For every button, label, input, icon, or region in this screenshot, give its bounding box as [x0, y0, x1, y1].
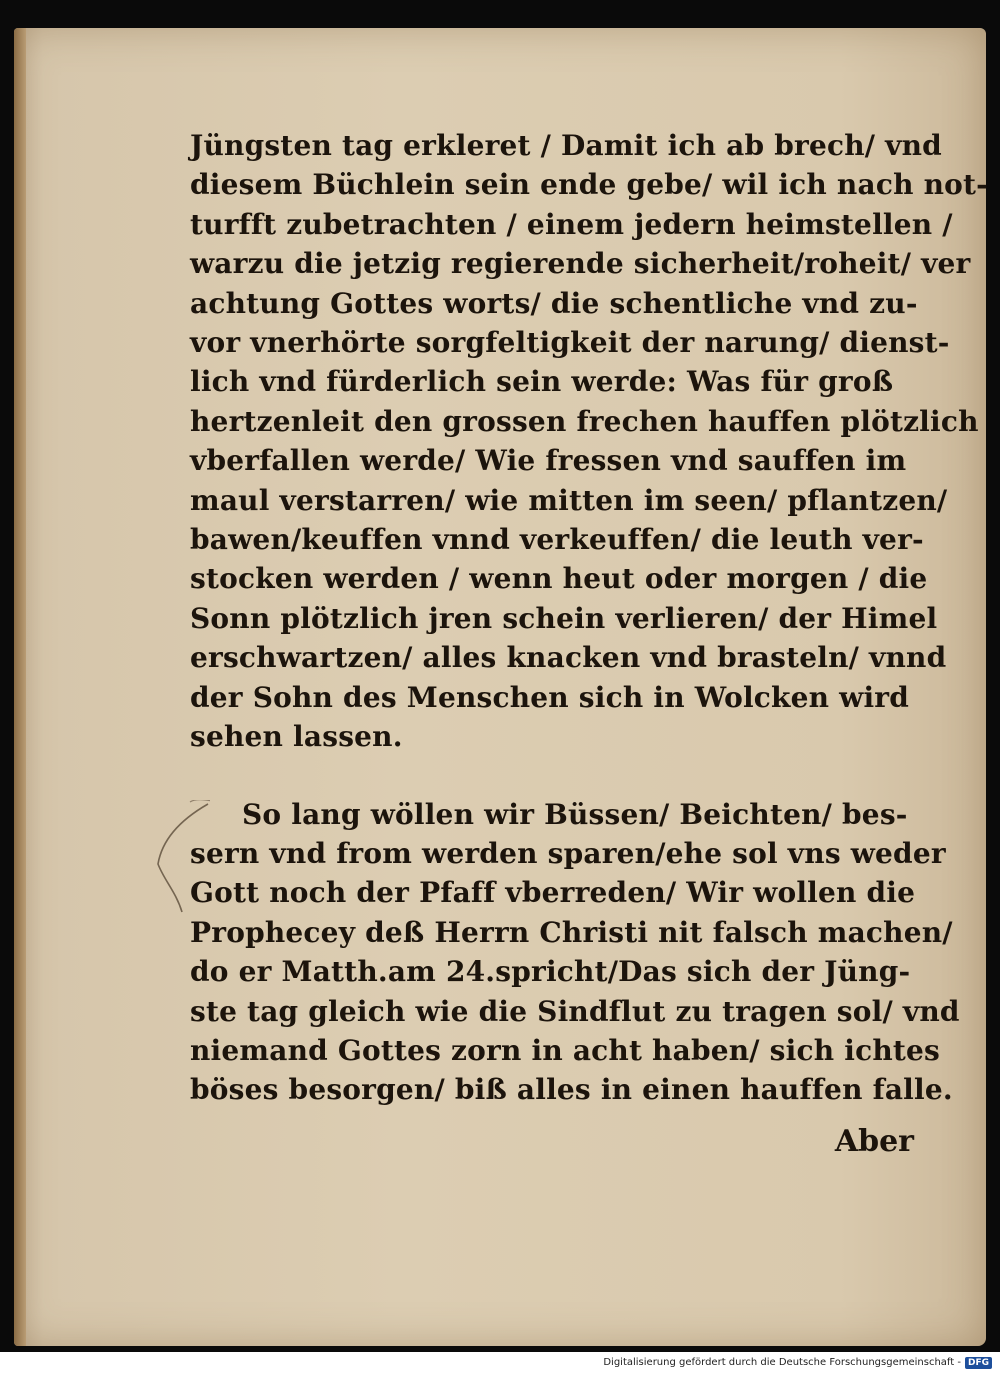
dfg-logo: DFG — [965, 1357, 992, 1369]
text-line: böses besorgen/ biß alles in einen hauffen falle. — [190, 1073, 953, 1107]
text-line: So lang wöllen wir Büssen/ Beichten/ bes- — [242, 797, 908, 831]
text-line: warzu die jetzig regierende sicherheit/roheit/ ver — [190, 247, 971, 281]
funding-notice: Digitalisierung gefördert durch die Deutsche Forschungsgemeinschaft - — [603, 1357, 961, 1368]
text-line: ste tag gleich wie die Sindflut zu tragen sol/ vnd — [190, 994, 960, 1028]
page-text — [190, 126, 988, 1110]
text-line: vor vnerhörte sorgfeltigkeit der narung/ dienst- — [190, 326, 950, 360]
text-line: hertzenleit den grossen frechen hauffen plötzlich — [190, 404, 979, 438]
text-line: maul verstarren/ wie mitten im seen/ pflantzen/ — [190, 483, 948, 517]
text-line: achtung Gottes worts/ die schentliche vnd zu- — [190, 286, 918, 320]
text-line: niemand Gottes zorn in acht haben/ sich ichtes — [190, 1033, 940, 1067]
text-line: vberfallen werde/ Wie fressen vnd sauffen im — [190, 444, 907, 478]
text-line: erschwartzen/ alles knacken vnd brasteln/ vnnd — [190, 641, 947, 675]
text-line: diesem Büchlein sein ende gebe/ wil ich nach not- — [190, 168, 988, 202]
text-line: bawen/keuffen vnnd verkeuffen/ die leuth ver- — [190, 523, 924, 557]
text-line: stocken werden / wenn heut oder morgen / die — [190, 562, 928, 596]
text-line: Jüngsten tag erkleret / Damit ich ab brech/ vnd — [190, 129, 942, 162]
page-edge — [14, 28, 26, 1346]
text-line: do er Matth.am 24.spricht/Das sich der Jüng- — [190, 955, 911, 989]
text-line: lich vnd fürderlich sein werde: Was für groß — [190, 365, 894, 399]
text-line: Sonn plötzlich jren schein verlieren/ der Himel — [190, 601, 938, 635]
catchword: Aber — [834, 1124, 914, 1159]
text-line: Gott noch der Pfaff vberreden/ Wir wollen die — [190, 876, 916, 910]
text-line: turfft zubetrachten / einem jedern heimstellen / — [190, 207, 953, 241]
text-line: sern vnd from werden sparen/ehe sol vns weder — [190, 836, 946, 870]
handwritten-bracket-mark — [150, 800, 210, 930]
footer-bar — [0, 1352, 1000, 1373]
text-line: Prophecey deß Herrn Christi nit falsch machen/ — [190, 915, 953, 949]
paragraph-gap — [190, 757, 920, 795]
text-line: sehen lassen. — [190, 720, 403, 754]
text-line: der Sohn des Menschen sich in Wolcken wird — [190, 680, 910, 714]
